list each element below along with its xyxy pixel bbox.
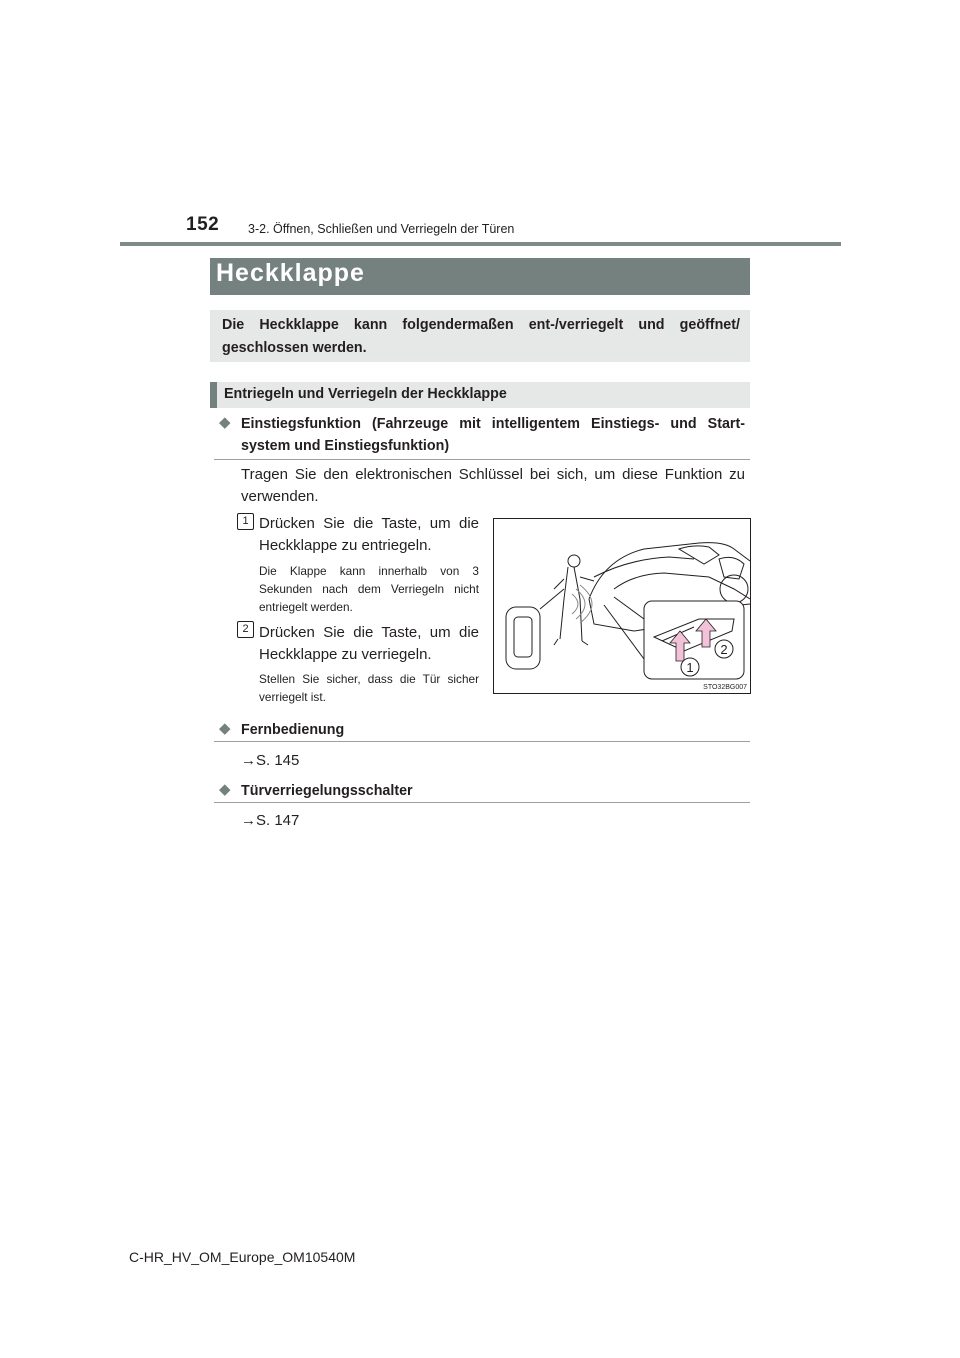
signal-waves: [572, 585, 592, 623]
key-leader: [540, 589, 564, 609]
page-title: Heckklappe: [216, 259, 365, 287]
arrow-icon: →: [241, 812, 256, 829]
diamond-bullet-icon: ◆: [219, 781, 231, 798]
subsection-heading-fernbedienung: Fernbedienung: [241, 722, 345, 738]
step-number-1-icon: 1: [237, 513, 254, 530]
key-fob-button: [514, 617, 532, 657]
key-fob: [506, 607, 540, 669]
callout-2-label: 2: [720, 642, 728, 657]
page-reference[interactable]: S. 147: [256, 812, 300, 829]
step-2-text: Drücken Sie die Taste, um die Heckklappe zu verriegeln.: [259, 624, 479, 663]
page-reference[interactable]: S. 145: [256, 752, 300, 769]
arrow-icon: →: [241, 752, 256, 769]
figure-id: STO32BG007: [703, 684, 747, 691]
car-window: [679, 546, 719, 564]
page-number: 152: [186, 214, 220, 235]
diamond-bullet-icon: ◆: [219, 414, 231, 431]
subsection-text: Tragen Sie den elektronischen Schlüssel bei sich, um diese Funktion zu verwenden.: [241, 466, 745, 505]
person-head: [568, 555, 580, 567]
reference-fernbedienung: [241, 750, 299, 772]
diamond-bullet-icon: ◆: [219, 720, 231, 737]
car-rear-window: [719, 557, 744, 579]
subsection-heading-tuerverriegelungsschalter: Türverriegelungsschalter: [241, 783, 413, 799]
car-window-line: [614, 573, 750, 599]
subsection-divider: [214, 459, 750, 460]
section-heading-accent: [210, 382, 217, 408]
subsection-divider: [214, 802, 750, 803]
step-2-note: Stellen Sie sicher, dass die Tür sicher verriegelt ist.: [259, 672, 479, 704]
section-heading: Entriegeln und Verriegeln der Heckklappe: [224, 386, 507, 402]
car-roofline: [589, 543, 750, 599]
intro-text: Die Heckklappe kann folgendermaßen ent-/verriegelt und geöffnet/ geschlossen werden.: [222, 317, 740, 356]
person-feet: [554, 639, 588, 645]
subsection-heading-einstiegsfunktion: Einstiegsfunktion (Fahrzeuge mit intelligentem Einstiegs- und Start-system und Einstiegsfunktion): [241, 416, 745, 454]
reference-tuerverriegelungsschalter: [241, 810, 299, 832]
step-1-text: Drücken Sie die Taste, um die Heckklappe zu entriegeln.: [259, 515, 479, 554]
step-1-note: Die Klappe kann innerhalb von 3 Sekunden nach dem Verriegeln nicht entriegelt werden.: [259, 564, 479, 614]
inset-leader: [604, 597, 644, 659]
callout-1-label: 1: [686, 660, 694, 675]
subsection-divider: [214, 741, 750, 742]
chapter-title: 3-2. Öffnen, Schließen und Verriegeln der Türen: [248, 222, 515, 236]
header-divider: [120, 242, 841, 246]
footer-document-id: C-HR_HV_OM_Europe_OM10540M: [129, 1249, 356, 1265]
person-body: [554, 567, 594, 641]
tailgate-drawing: [494, 519, 750, 693]
tailgate-illustration: [493, 518, 751, 694]
step-number-2-icon: 2: [237, 621, 254, 638]
